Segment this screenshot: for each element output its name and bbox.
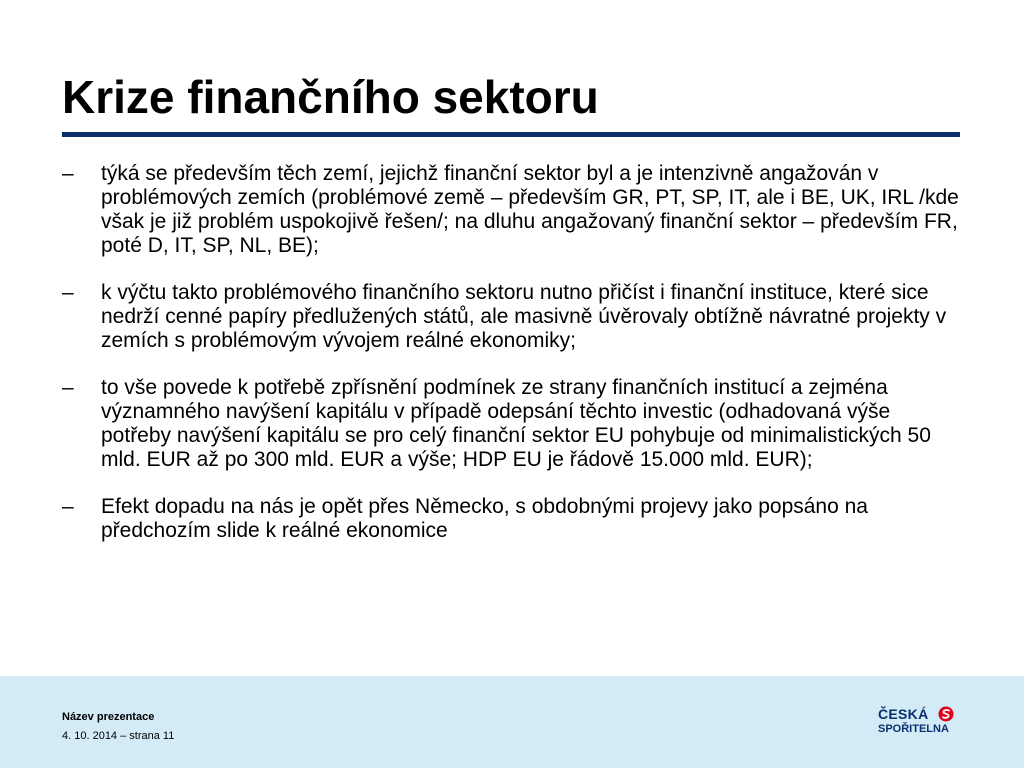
bullet-text: Efekt dopadu na nás je opět přes Německo, s obdobnými projevy jako popsáno na předchozím slide k reálné ekonomice xyxy=(101,495,868,542)
bullet-dash: – xyxy=(62,495,74,518)
bullet-item xyxy=(62,376,962,472)
bullet-dash: – xyxy=(62,281,74,304)
bullet-item xyxy=(62,162,962,258)
ceska-sporitelna-logo xyxy=(878,706,958,740)
ceska-sporitelna-s-logo-icon xyxy=(938,706,954,722)
logo-text-line2: SPOŘITELNA xyxy=(878,723,949,735)
slide-title: Krize finančního sektoru xyxy=(62,71,599,123)
title-divider xyxy=(62,132,960,137)
bullet-dash: – xyxy=(62,376,74,399)
bullet-dash: – xyxy=(62,162,74,185)
bullet-text: týká se především těch zemí, jejichž finanční sektor byl a je intenzivně angažován v problémových zemích (problémové země – především GR, PT, SP, IT, ale i BE, UK, IRL /kde však je již problém uspokojivě řešen/; na dluhu angažovaný finanční sektor – především FR, poté D, IT, SP, NL, BE); xyxy=(101,162,959,257)
bullet-item xyxy=(62,281,962,353)
bullet-text: k výčtu takto problémového finančního sektoru nutno přičíst i finanční instituce, které sice nedrží cenné papíry předlužených států, ale masivně úvěrovaly obtížně návratné projekty v zemích s problémovým vývojem reálné ekonomiky; xyxy=(101,281,947,352)
bullet-list xyxy=(62,162,962,566)
bullet-text: to vše povede k potřebě zpřísnění podmínek ze strany finančních institucí a zejména významného navýšení kapitálu v případě odepsání těchto investic (odhadovaná výše potřeby navýšení kapitálu se pro celý finanční sektor EU pohybuje od minimalistických 50 mld. EUR až po 300 mld. EUR a výše; HDP EU je řádově 15.000 mld. EUR); xyxy=(101,376,931,471)
footer xyxy=(0,676,1024,768)
date-page-number: 4. 10. 2014 – strana 11 xyxy=(62,730,175,742)
presentation-name: Název prezentace xyxy=(62,711,155,723)
bullet-item xyxy=(62,495,962,543)
logo-text-line1: ČESKÁ xyxy=(878,706,929,722)
